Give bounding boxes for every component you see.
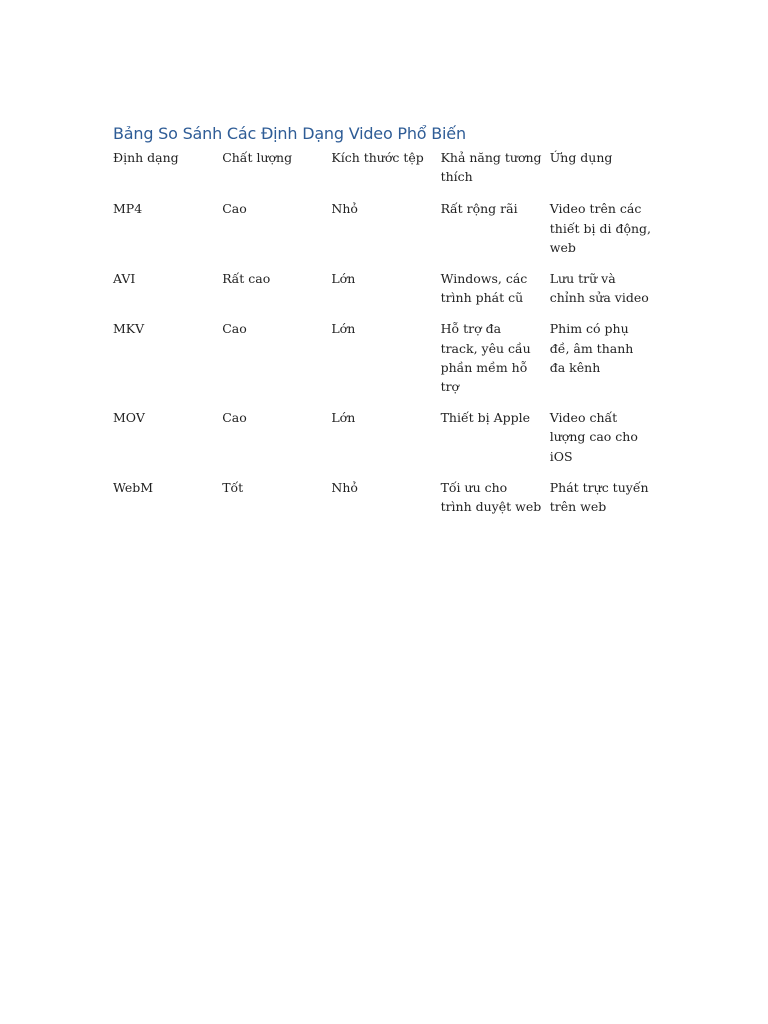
- cell-quality: Rất cao: [222, 271, 271, 287]
- cell-compatibility: Windows, các trình phát cũ: [440, 271, 528, 306]
- cell-quality: Cao: [222, 201, 247, 217]
- cell-format: WebM: [113, 479, 154, 495]
- cell-file-size: Lớn: [331, 410, 356, 426]
- cell-compatibility: Hỗ trợ đa track, yêu cầu phần mềm hỗ trợ: [440, 321, 531, 395]
- table-row: [113, 199, 659, 269]
- cell-file-size: Lớn: [331, 271, 356, 287]
- table-row: [113, 478, 659, 528]
- cell-applications: Phim có phụ đề, âm thanh đa kênh: [549, 321, 634, 375]
- table-row: [113, 408, 659, 478]
- cell-file-size: Nhỏ: [331, 201, 358, 217]
- cell-format: AVI: [113, 271, 136, 287]
- header-file-size: Kích thước tệp: [331, 150, 424, 165]
- cell-file-size: Lớn: [331, 321, 356, 337]
- table-row: [113, 319, 659, 408]
- cell-compatibility: Tối ưu cho trình duyệt web: [440, 479, 542, 515]
- cell-quality: Cao: [222, 410, 247, 426]
- cell-compatibility: Thiết bị Apple: [440, 410, 531, 426]
- cell-applications: Lưu trữ và chỉnh sửa video: [549, 271, 649, 306]
- cell-applications: Video trên các thiết bị di động, web: [549, 201, 652, 255]
- header-applications: Ứng dụng: [549, 150, 613, 165]
- cell-compatibility: Rất rộng rãi: [440, 201, 518, 217]
- cell-file-size: Nhỏ: [331, 479, 358, 495]
- document-title: Bảng So Sánh Các Định Dạng Video Phổ Biến: [113, 124, 466, 143]
- cell-quality: Tốt: [222, 479, 244, 495]
- cell-format: MKV: [113, 321, 145, 337]
- header-format: Định dạng: [113, 150, 179, 165]
- header-compatibility: Khả năng tương thích: [440, 150, 542, 185]
- table-row: [113, 269, 659, 319]
- cell-applications: Video chất lượng cao cho iOS: [549, 410, 638, 464]
- cell-quality: Cao: [222, 321, 247, 337]
- cell-format: MP4: [113, 201, 143, 217]
- video-format-comparison-table: [113, 148, 659, 528]
- cell-format: MOV: [113, 410, 145, 426]
- header-quality: Chất lượng: [222, 150, 293, 165]
- cell-applications: Phát trực tuyến trên web: [549, 479, 649, 515]
- table-header-row: [113, 148, 659, 199]
